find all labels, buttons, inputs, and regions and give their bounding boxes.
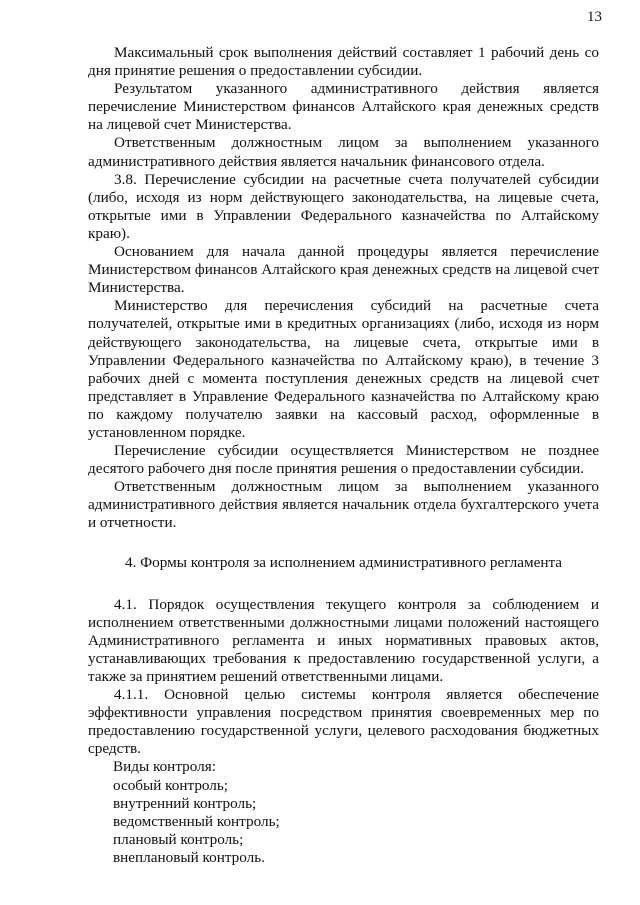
paragraph-responsible-accounting: Ответственным должностным лицом за выполнением указанного административного действия является начальник отдела бухгалтерского учета и отчетности. xyxy=(88,478,599,532)
paragraph-transfer-deadline: Перечисление субсидии осуществляется Министерством не позднее десятого рабочего дня после принятия решения о предоставлении субсидии. xyxy=(88,442,599,478)
paragraph-result: Результатом указанного административного действия является перечисление Министерством финансов Алтайского края денежных средств на лицевой счет Министерства. xyxy=(88,80,599,134)
list-item: ведомственный контроль; xyxy=(113,812,280,830)
list-item: плановый контроль; xyxy=(113,830,244,848)
list-item: внутренний контроль; xyxy=(113,794,257,812)
section-4-heading: 4. Формы контроля за исполнением административного регламента xyxy=(124,553,563,571)
paragraph-max-term: Максимальный срок выполнения действий составляет 1 рабочий день со дня принятие решения о предоставлении субсидии. xyxy=(88,44,599,80)
paragraph-responsible-finance: Ответственным должностным лицом за выполнением указанного административного действия является начальник финансового отдела. xyxy=(88,134,599,170)
paragraph-4-1: 4.1. Порядок осуществления текущего контроля за соблюдением и исполнением ответственными должностными лицами положений настоящего Административного регламента и иных нормативных правовых актов, устанавливающих требования к предоставлению государственной услуги, а также за принятием решений ответственными лицами. xyxy=(88,595,599,685)
control-types-title: Виды контроля: xyxy=(113,758,216,776)
page-number: 13 xyxy=(587,9,602,25)
list-item: внеплановый контроль. xyxy=(113,848,265,866)
document-body xyxy=(88,44,599,867)
list-item: особый контроль; xyxy=(113,776,229,794)
paragraph-ministry-transfer: Министерство для перечисления субсидий на расчетные счета получателей, открытые ими в кредитных организациях (либо, исходя из норм действующего законодательства, на лицевые счета, открытые ими в Управлении Федерального казначейства по Алтайскому краю), в течение 3 рабочих дней с момента поступления денежных средств на лицевой счет представляет в Управление Федерального казначейства по Алтайскому краю по каждому получателю заявки на кассовый расход, оформленные в установленном порядке. xyxy=(88,297,599,441)
paragraph-4-1-1: 4.1.1. Основной целью системы контроля является обеспечение эффективности управления посредством принятия своевременных мер по предоставлению государственной услуги, целевого расходования бюджетных средств. xyxy=(88,686,599,758)
paragraph-basis: Основанием для начала данной процедуры является перечисление Министерством финансов Алтайского края денежных средств на лицевой счет Министерства. xyxy=(88,243,599,297)
paragraph-3-8: 3.8. Перечисление субсидии на расчетные счета получателей субсидии (либо, исходя из норм действующего законодательства, на лицевые счета, открытые ими в Управлении Федерального казначейства по Алтайскому краю). xyxy=(88,170,599,242)
